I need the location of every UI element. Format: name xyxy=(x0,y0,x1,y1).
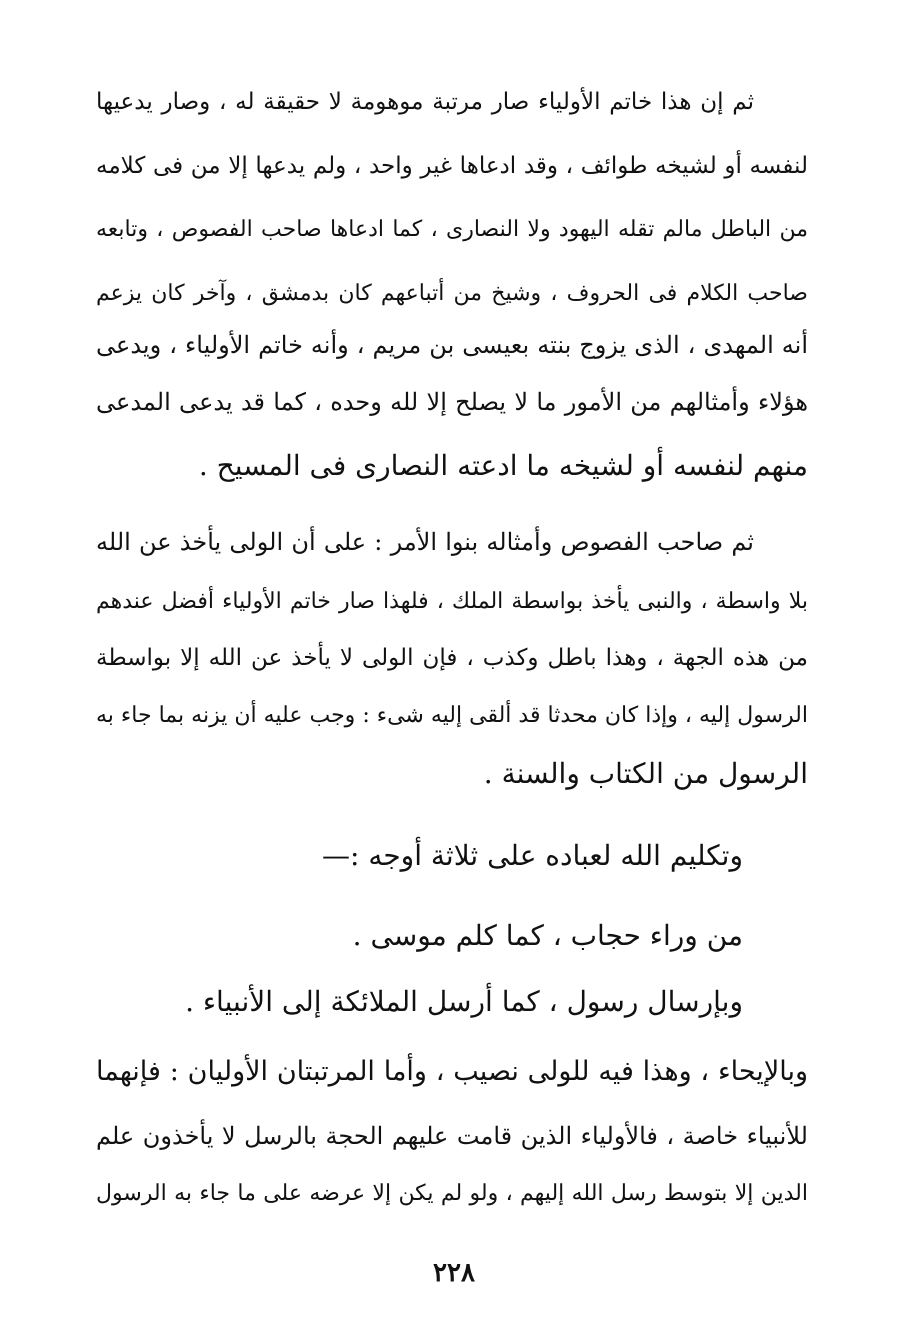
paragraph-3-line-2: للأنبياء خاصة ، فالأولياء الذين قامت عليهم الحجة بالرسل لا يأخذون علم xyxy=(96,1122,808,1150)
page-number: ٢٢٨ xyxy=(433,1258,475,1288)
intro-line: وتكليم الله لعباده على ثلاثة أوجه :— xyxy=(322,839,743,872)
paragraph-1-line-4: صاحب الكلام فى الحروف ، وشيخ من أتباعهم كان بدمشق ، وآخر كان يزعم xyxy=(96,281,808,306)
paragraph-1-line-1: ثم إن هذا خاتم الأولياء صار مرتبة موهومة لا حقيقة له ، وصار يدعيها xyxy=(96,89,754,115)
paragraph-3-line-1: وبالإيحاء ، وهذا فيه للولى نصيب ، وأما المرتبتان الأوليان : فإنهما xyxy=(96,1056,808,1087)
paragraph-3-line-3: الدين إلا بتوسط رسل الله إليهم ، ولو لم يكن إلا عرضه على ما جاء به الرسول xyxy=(96,1181,808,1206)
paragraph-2-line-2: بلا واسطة ، والنبى يأخذ بواسطة الملك ، فلهذا صار خاتم الأولياء أفضل عندهم xyxy=(96,589,808,614)
paragraph-1-line-5: أنه المهدى ، الذى يزوج بنته بعيسى بن مريم ، وأنه خاتم الأولياء ، ويدعى xyxy=(96,331,808,359)
paragraph-2-line-4: الرسول إليه ، وإذا كان محدثا قد ألقى إليه شىء : وجب عليه أن يزنه بما جاء به xyxy=(96,703,808,728)
paragraph-1-line-7: منهم لنفسه أو لشيخه ما ادعته النصارى فى المسيح . xyxy=(198,449,808,482)
paragraph-1-line-6: هؤلاء وأمثالهم من الأمور ما لا يصلح إلا لله وحده ، كما قد يدعى المدعى xyxy=(96,388,808,416)
paragraph-1-line-2: لنفسه أو لشيخه طوائف ، وقد ادعاها غير واحد ، ولم يدعها إلا من فى كلامه xyxy=(96,153,808,179)
paragraph-1-line-3: من الباطل مالم تقله اليهود ولا النصارى ، كما ادعاها صاحب الفصوص ، وتابعه xyxy=(96,217,808,242)
list-item: من وراء حجاب ، كما كلم موسى . xyxy=(352,919,743,952)
list-item: وبإرسال رسول ، كما أرسل الملائكة إلى الأنبياء . xyxy=(185,985,743,1018)
paragraph-2-line-1: ثم صاحب الفصوص وأمثاله بنوا الأمر : على أن الولى يأخذ عن الله xyxy=(96,528,754,556)
paragraph-2-line-5: الرسول من الكتاب والسنة . xyxy=(483,757,808,790)
paragraph-2-line-3: من هذه الجهة ، وهذا باطل وكذب ، فإن الولى لا يأخذ عن الله إلا بواسطة xyxy=(96,645,808,671)
